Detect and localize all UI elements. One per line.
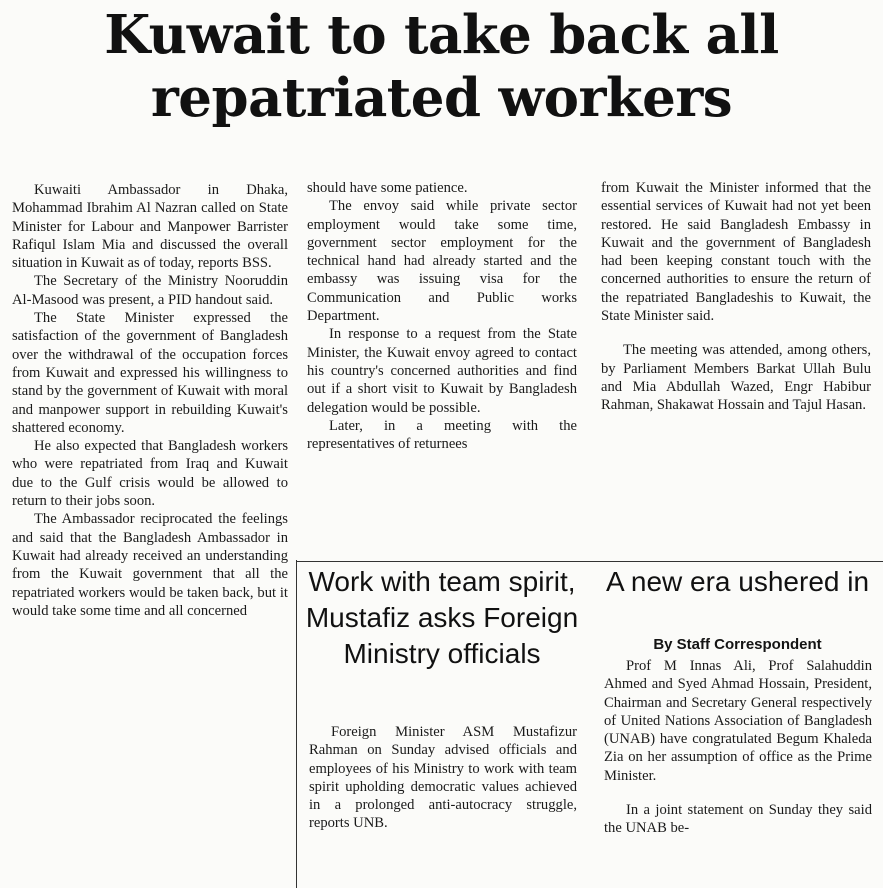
main-headline <box>0 4 883 130</box>
main-headline-line2: repatriated workers <box>150 67 733 129</box>
main-story-paragraph: from Kuwait the Minister informed that the essential services of Kuwait had not yet been restored. He said Bangladesh Embassy in Kuwait and the government of Bangladesh had been keeping constant touch with the concerned authorities to ensure the return of the repatriated Bangladeshis to Kuwait, the State Minister said. <box>601 180 871 325</box>
main-story-paragraph: He also expected that Bangladesh workers who were repatriated from Iraq and Kuwait due to the Gulf crisis would be allowed to return to their jobs soon. <box>12 438 288 510</box>
main-headline-line1: Kuwait to take back all <box>104 4 779 66</box>
main-story-paragraph: The Secretary of the Ministry Nooruddin Al-Masood was present, a PID handout said. <box>12 273 288 308</box>
main-story-paragraph: should have some patience. <box>307 180 468 196</box>
story2-headline: Work with team spirit, Mustafiz asks Foreign Ministry officials <box>305 566 579 669</box>
main-story-paragraph: In response to a request from the State Minister, the Kuwait envoy agreed to contact his country's concerned authorities and find out if a short visit to Kuwait by Bangladesh delegation would be possible. <box>307 326 577 416</box>
main-story-paragraph: The meeting was attended, among others, by Parliament Members Barkat Ullah Bulu and Mia Abdullah Wazed, Engr Habibur Rahman, Shakawat Hossain and Tajul Hasan. <box>601 342 871 414</box>
main-story-column-2 <box>307 179 577 453</box>
main-story-paragraph: The envoy said while private sector employment would take some time, government sector employment for the technical hand had already started and the embassy was issuing visa for the Communication and Public works Department. <box>307 198 577 325</box>
main-story-paragraph: The Ambassador reciprocated the feelings and said that the Bangladesh Ambassador in Kuwait had already received an understanding from the Kuwait government that all the repatriated workers would be taken back, but it would take some time and all concerned <box>12 511 288 619</box>
section-divider <box>296 561 883 562</box>
main-story-paragraph: Later, in a meeting with the representatives of returnees <box>307 417 577 453</box>
story3-headline: A new era ushered in <box>605 566 870 597</box>
story3-paragraph: Prof M Innas Ali, Prof Salahuddin Ahmed and Syed Ahmad Hossain, President, Chairman and Secretary General respectively of United Nations Association of Bangladesh (UNAB) have congratulated Begum Khaleda Zia on her assumption of office as the Prime Minister. <box>604 658 872 784</box>
story3-paragraph: In a joint statement on Sunday they said the UNAB be- <box>604 802 872 837</box>
story2-paragraph: Foreign Minister ASM Mustafizur Rahman on Sunday advised officials and employees of his Ministry to work with team spirit upholding democratic values achieved in a prolonged anti-autocracy struggle, reports UNB. <box>309 724 577 832</box>
main-story-column-3 <box>601 179 871 415</box>
column-divider <box>296 560 297 888</box>
story3-byline: By Staff Correspondent <box>653 636 822 653</box>
main-story-column-1 <box>12 181 288 620</box>
story2-body <box>309 723 577 833</box>
main-story-paragraph: The State Minister expressed the satisfaction of the government of Bangladesh over the withdrawal of the occupation forces from Kuwait and expressed his willingness to stand by the government of Kuwait with moral and manpower support in rebuilding Kuwait's shattered economy. <box>12 310 288 436</box>
main-story-paragraph: Kuwaiti Ambassador in Dhaka, Mohammad Ibrahim Al Nazran called on State Minister for Labour and Manpower Barrister Rafiqul Islam Mia and discussed the overall situation in Kuwait as of today, reports BSS. <box>12 182 288 272</box>
story3-body <box>604 657 872 838</box>
